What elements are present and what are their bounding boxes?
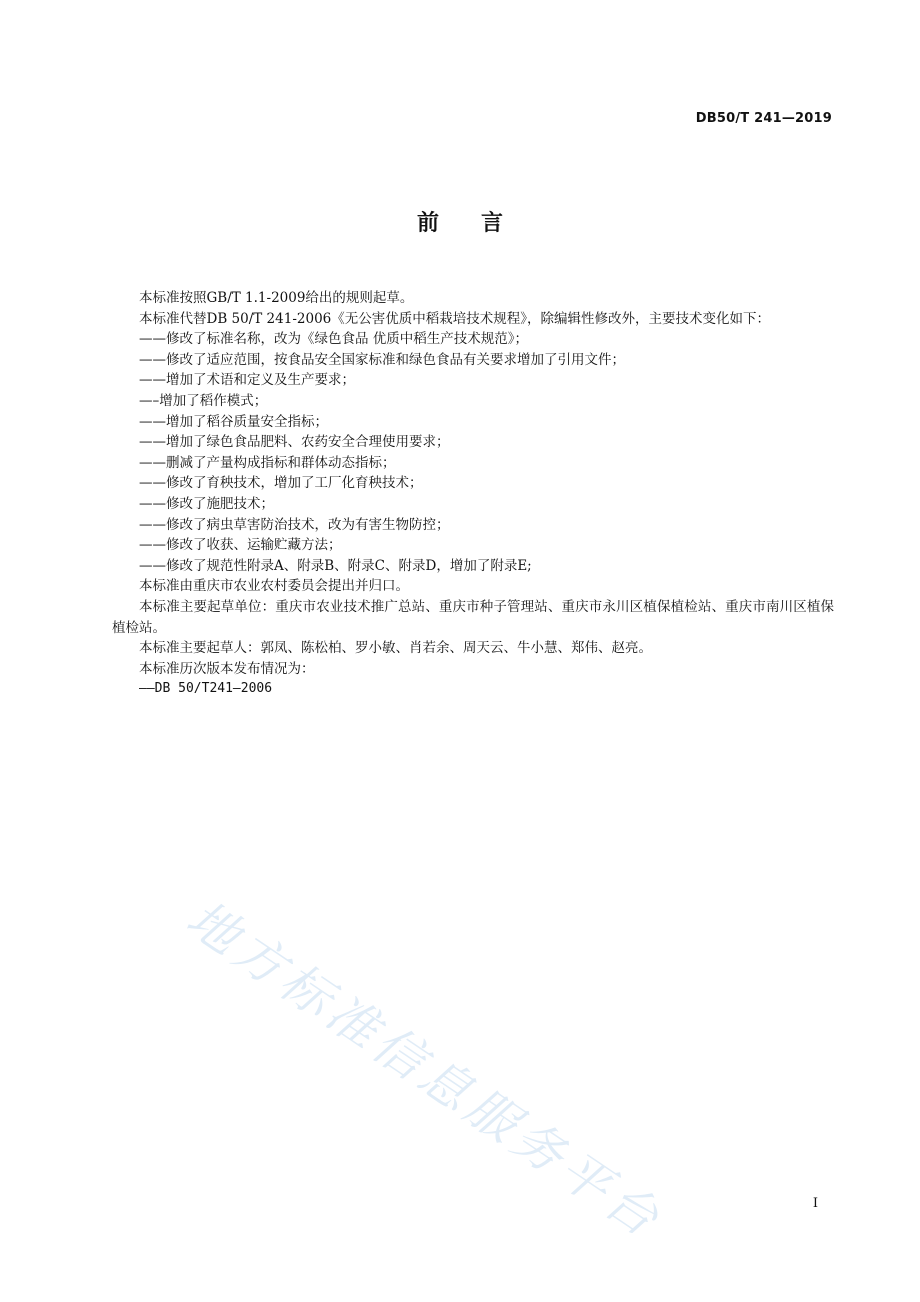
paragraph-drafters: 本标准主要起草人：郭凤、陈松柏、罗小敏、肖若余、周天云、牛小慧、郑伟、赵亮。 xyxy=(139,640,652,657)
paragraph-replacement: 本标准代替DB 50/T 241-2006《无公害优质中稻栽培技术规程》，除编辑性修改外，主要技术变化如下： xyxy=(139,310,770,327)
change-item: ——修改了病虫草害防治技术，改为有害生物防控； xyxy=(139,516,450,533)
change-item: ——修改了育秧技术，增加了工厂化育秧技术； xyxy=(139,475,423,492)
change-item: ——修改了规范性附录A、附录B、附录C、附录D，增加了附录E; xyxy=(139,557,532,574)
change-item: ——增加了绿色食品肥料、农药安全合理使用要求； xyxy=(139,434,450,451)
paragraph-drafting-rules: 本标准按照GB/T 1.1-2009给出的规则起草。 xyxy=(139,290,414,306)
page-title xyxy=(0,206,920,237)
paragraph-drafting-units: 本标准主要起草单位：重庆市农业技术推广总站、重庆市种子管理站、重庆市永川区植保植检站、重庆市南川区植保植检站。 xyxy=(112,598,834,636)
change-item: ——修改了标准名称，改为《绿色食品 优质中稻生产技术规范》； xyxy=(139,331,529,348)
change-item: ——修改了施肥技术； xyxy=(139,495,274,512)
title-char-2: 言 xyxy=(481,211,504,236)
change-item: ——增加了稻谷质量安全指标； xyxy=(139,413,328,430)
document-body xyxy=(112,288,834,700)
standard-code: DB50/T 241—2019 xyxy=(695,111,832,126)
page-number: I xyxy=(812,1196,818,1211)
paragraph-proposer: 本标准由重庆市农业农村委员会提出并归口。 xyxy=(139,578,409,595)
change-item: ——删减了产量构成指标和群体动态指标； xyxy=(139,454,396,471)
change-item: —–增加了稻作模式； xyxy=(139,392,268,409)
history-version-item: ——DB 50/T241—2006 xyxy=(139,681,273,697)
paragraph-history-intro: 本标准历次版本发布情况为： xyxy=(139,660,315,677)
change-item: ——修改了收获、运输贮藏方法； xyxy=(139,537,342,554)
title-char-1: 前 xyxy=(416,211,439,236)
change-item: ——增加了术语和定义及生产要求； xyxy=(139,372,355,389)
change-item: ——修改了适应范围，按食品安全国家标准和绿色食品有关要求增加了引用文件； xyxy=(139,351,625,368)
watermark: 地方标准信息服务平台 xyxy=(176,889,674,1251)
